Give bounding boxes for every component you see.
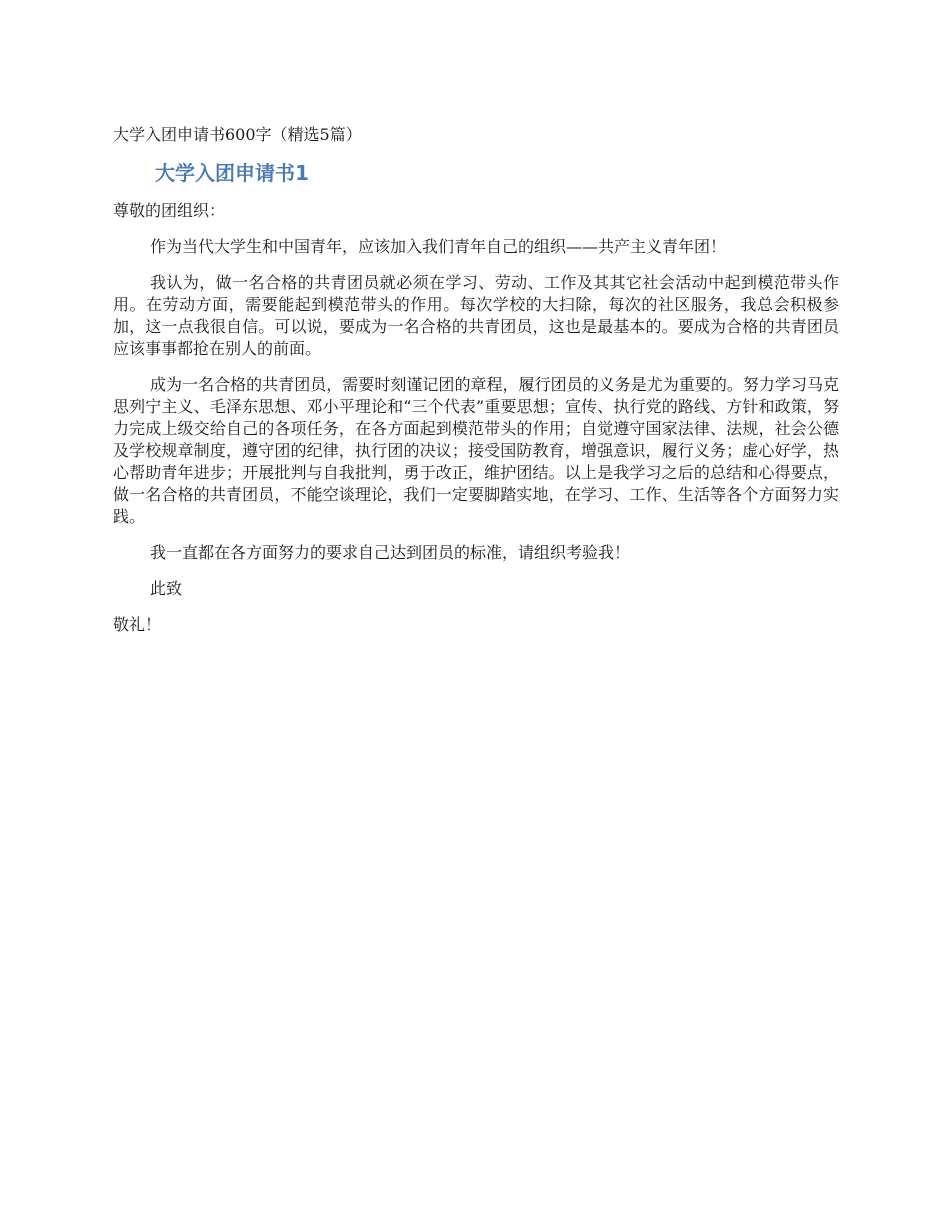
section-heading: 大学入团申请书1 [155, 161, 309, 185]
paragraph-3: 成为一名合格的共青团员，需要时刻谨记团的章程，履行团员的义务是尤为重要的。努力学习马克思列宁主义、毛泽东思想、邓小平理论和“三个代表”重要思想；宣传、执行党的路线、方针和政策，努力完成上级交给自己的各项任务，在各方面起到模范带头的作用；自觉遵守国家法律、法规，社会公德及学校规章制度，遵守团的纪律，执行团的决议；接受国防教育，增强意识，履行义务；虚心好学，热心帮助青年进步；开展批判与自我批判，勇于改正，维护团结。以上是我学习之后的总结和心得要点，做一名合格的共青团员，不能空谈理论，我们一定要脚踏实地，在学习、工作、生活等各个方面努力实践。 [113, 375, 839, 526]
document-title: 大学入团申请书600字（精选5篇） [113, 125, 362, 144]
paragraph-1: 作为当代大学生和中国青年，应该加入我们青年自己的组织——共产主义青年团！ [150, 237, 727, 256]
paragraph-4: 我一直都在各方面努力的要求自己达到团员的标准，请组织考验我！ [150, 543, 631, 562]
closing: 此致 [150, 579, 183, 598]
paragraph-2: 我认为，做一名合格的共青团员就必须在学习、劳动、工作及其其它社会活动中起到模范带头作用。在劳动方面，需要能起到模范带头的作用。每次学校的大扫除，每次的社区服务，我总会积极参加，这一点我很自信。可以说，要成为一名合格的共青团员，这也是最基本的。要成为合格的共青团员应该事事都抢在别人的前面。 [113, 273, 839, 358]
regards: 敬礼！ [113, 615, 162, 634]
document-body [113, 124, 839, 650]
salutation: 尊敬的团组织： [113, 201, 226, 220]
